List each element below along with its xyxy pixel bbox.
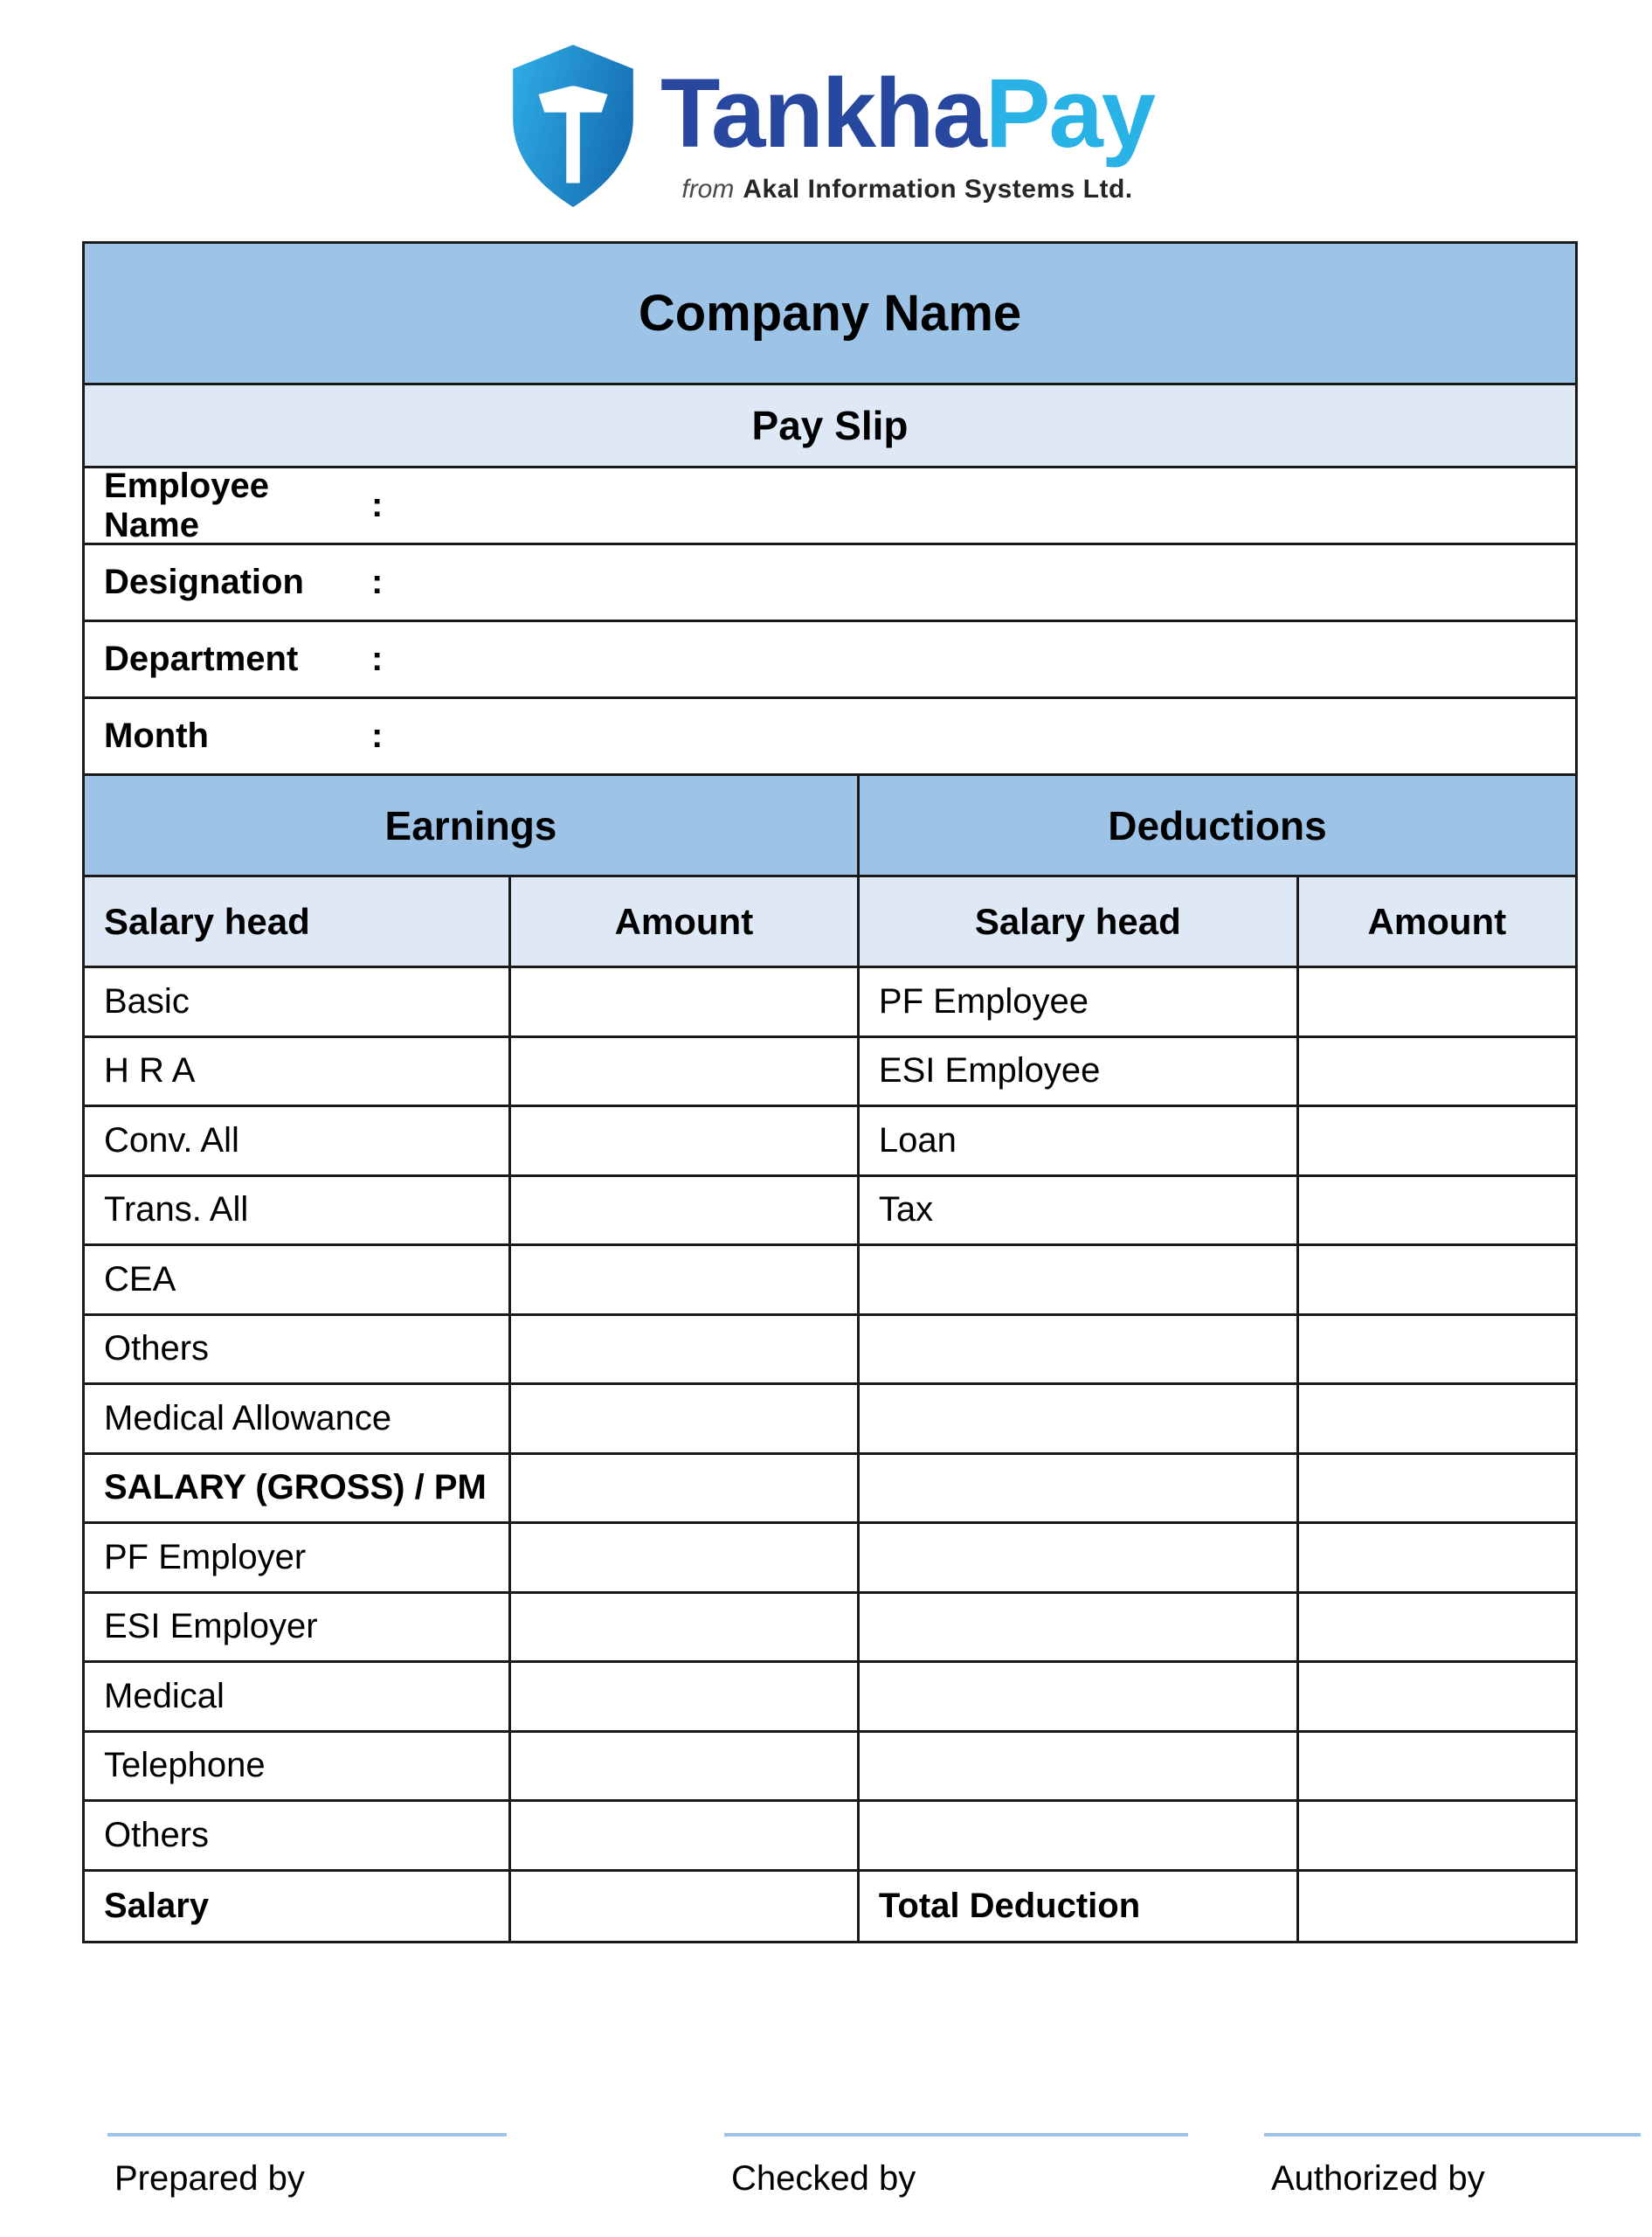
deduction-amount-cell — [1296, 1038, 1575, 1105]
deduction-head-cell: Loan — [857, 1107, 1296, 1174]
deduction-head-cell — [857, 1733, 1296, 1800]
month-label: Month — [104, 717, 209, 755]
earning-head-cell: Medical — [104, 1676, 225, 1715]
employee-name-row: Employee Name : — [85, 468, 1575, 545]
brand-wordmark — [660, 59, 1155, 168]
employee-name-label: Employee Name — [104, 466, 269, 544]
deduction-head-cell — [857, 1316, 1296, 1383]
table-row — [85, 1524, 1575, 1594]
deduction-head-cell — [857, 1385, 1296, 1452]
company-name-header: Company Name — [85, 244, 1575, 385]
table-row — [85, 1246, 1575, 1316]
deduction-amount-cell — [1296, 1316, 1575, 1383]
earning-head-cell: ESI Employer — [104, 1607, 318, 1646]
table-row — [85, 1733, 1575, 1803]
deduction-amount-cell — [1296, 1455, 1575, 1522]
earning-head-cell: PF Employer — [104, 1537, 307, 1576]
brand-name-pay: Pay — [985, 59, 1155, 168]
deduction-amount-cell — [1296, 1594, 1575, 1661]
tagline-prefix: from — [681, 175, 735, 204]
deduction-amount-cell — [1296, 1524, 1575, 1591]
prepared-by-label: Prepared by — [114, 2159, 305, 2198]
earning-head-cell: Basic — [104, 981, 190, 1021]
signature-line — [1264, 2133, 1641, 2137]
signature-line — [724, 2133, 1188, 2137]
column-header-row — [85, 877, 1575, 968]
deduction-salary-head-header: Salary head — [857, 877, 1296, 966]
earning-amount-cell — [508, 1038, 857, 1105]
deduction-amount-cell — [1296, 1177, 1575, 1244]
earning-head-cell: Others — [104, 1329, 210, 1368]
designation-label: Designation — [104, 563, 304, 601]
deduction-amount-cell — [1296, 1107, 1575, 1174]
earning-head-cell: SALARY (GROSS) / PM — [104, 1468, 487, 1507]
deduction-amount-header: Amount — [1296, 877, 1575, 966]
authorized-by-label: Authorized by — [1271, 2159, 1485, 2198]
deductions-section-header: Deductions — [857, 776, 1575, 875]
table-row — [85, 1385, 1575, 1455]
deduction-amount-cell — [1296, 1385, 1575, 1452]
authorized-by-signature — [1264, 2133, 1641, 2199]
earning-amount-cell — [508, 1524, 857, 1591]
earning-amount-cell — [508, 1663, 857, 1730]
deduction-head-cell: PF Employee — [857, 968, 1296, 1035]
earnings-section-header: Earnings — [384, 802, 557, 848]
earning-amount-header: Amount — [508, 877, 857, 966]
table-row — [85, 1038, 1575, 1108]
earning-head-cell: Medical Allowance — [104, 1398, 392, 1437]
earning-head-cell: Conv. All — [104, 1120, 239, 1160]
deduction-head-cell: ESI Employee — [857, 1038, 1296, 1105]
earning-amount-cell — [508, 1107, 857, 1174]
deduction-amount-cell — [1296, 1802, 1575, 1869]
deduction-head-cell — [857, 1246, 1296, 1313]
deduction-amount-cell — [1296, 1872, 1575, 1942]
deduction-head-cell — [857, 1455, 1296, 1522]
designation-row: Designation : — [85, 545, 1575, 622]
tagline-company: Akal Information Systems Ltd. — [743, 175, 1133, 204]
department-label: Department — [104, 640, 299, 678]
earning-salary-head-header: Salary head — [104, 900, 310, 942]
earning-amount-cell — [508, 1177, 857, 1244]
earning-head-cell: Others — [104, 1815, 210, 1854]
earning-amount-cell — [508, 1455, 857, 1522]
brand-name-tankha: Tankha — [660, 59, 985, 168]
earning-head-cell: H R A — [104, 1051, 196, 1091]
earning-head-cell: Trans. All — [104, 1190, 249, 1229]
brand-tagline — [681, 175, 1132, 204]
table-row — [85, 1663, 1575, 1733]
document-title: Pay Slip — [85, 385, 1575, 468]
deduction-amount-cell — [1296, 1246, 1575, 1313]
earning-amount-cell — [508, 1246, 857, 1313]
earning-amount-cell — [508, 1385, 857, 1452]
earning-amount-cell — [508, 1802, 857, 1869]
earning-head-cell: Salary — [104, 1886, 210, 1925]
earning-head-cell: CEA — [104, 1259, 176, 1299]
shield-t-icon — [498, 40, 648, 213]
payslip-table — [82, 241, 1578, 1943]
table-row — [85, 1316, 1575, 1386]
earning-amount-cell — [508, 1872, 857, 1942]
table-row — [85, 1594, 1575, 1664]
earning-head-cell: Telephone — [104, 1746, 266, 1785]
deduction-amount-cell — [1296, 968, 1575, 1035]
checked-by-label: Checked by — [731, 2159, 916, 2198]
deduction-head-cell: Tax — [857, 1177, 1296, 1244]
deduction-head-cell: Total Deduction — [857, 1872, 1296, 1942]
prepared-by-signature — [107, 2133, 507, 2199]
deduction-head-cell — [857, 1663, 1296, 1730]
signature-line — [107, 2133, 507, 2137]
department-row: Department : — [85, 622, 1575, 699]
table-row — [85, 1107, 1575, 1177]
month-row: Month : — [85, 699, 1575, 776]
brand-logo — [0, 40, 1652, 213]
section-header-row — [85, 776, 1575, 877]
table-row — [85, 1455, 1575, 1525]
table-row — [85, 1177, 1575, 1247]
earning-amount-cell — [508, 968, 857, 1035]
earning-amount-cell — [508, 1316, 857, 1383]
deduction-head-cell — [857, 1524, 1296, 1591]
deduction-amount-cell — [1296, 1733, 1575, 1800]
table-row — [85, 968, 1575, 1038]
earning-amount-cell — [508, 1733, 857, 1800]
earning-amount-cell — [508, 1594, 857, 1661]
deduction-head-cell — [857, 1594, 1296, 1661]
table-row — [85, 1872, 1575, 1942]
table-row — [85, 1802, 1575, 1872]
deduction-head-cell — [857, 1802, 1296, 1869]
checked-by-signature — [724, 2133, 1188, 2199]
deduction-amount-cell — [1296, 1663, 1575, 1730]
